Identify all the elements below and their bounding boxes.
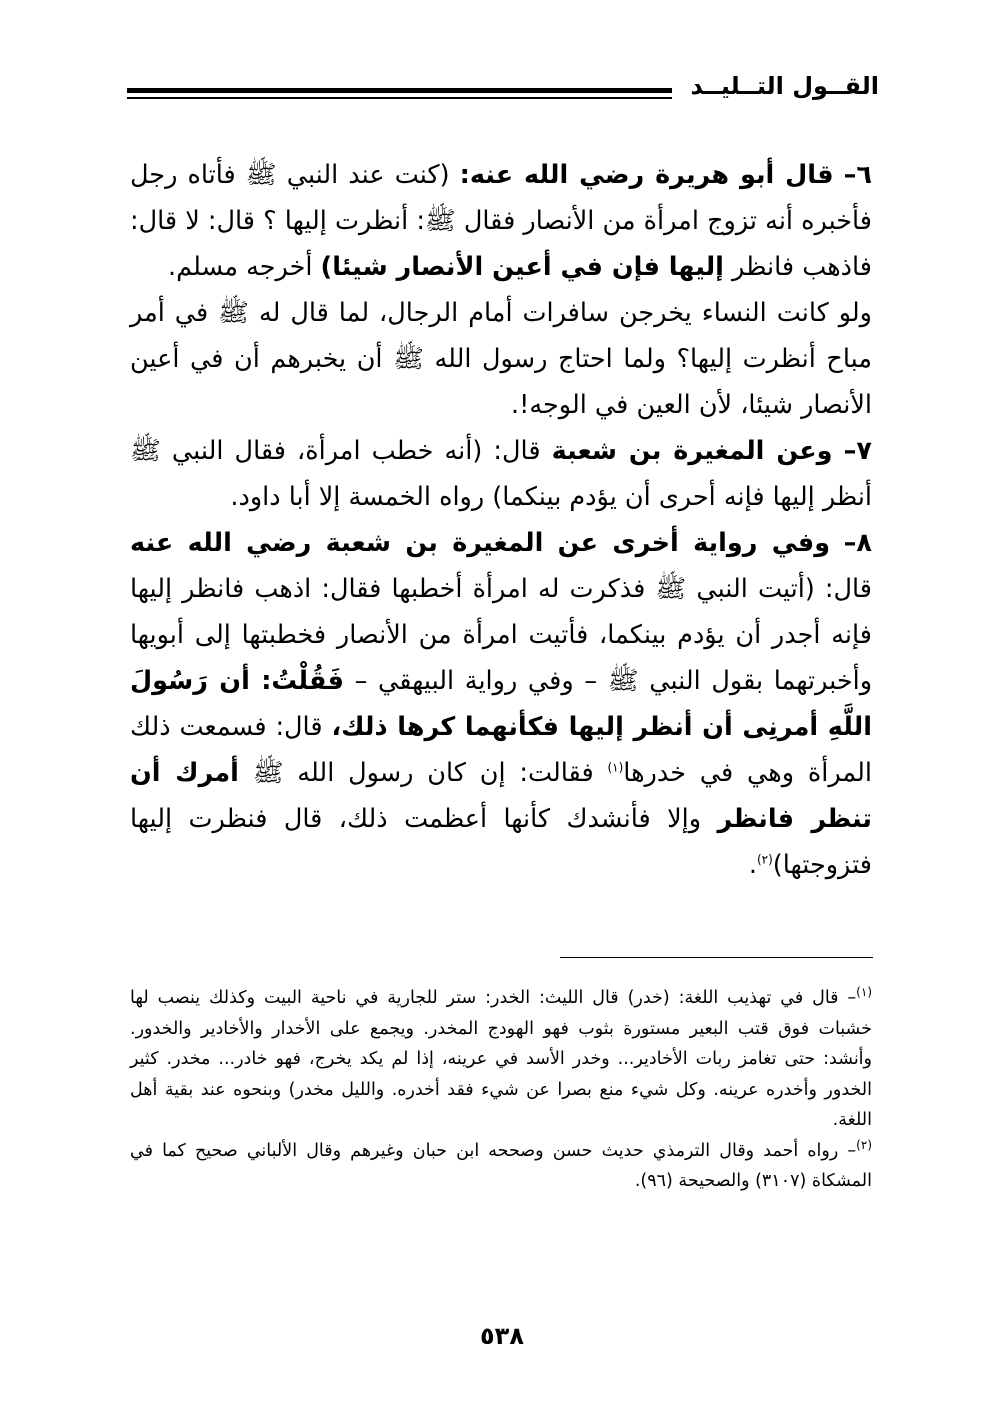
narrator-lead: وعن المغيرة بن شعبة (551, 436, 833, 466)
commentary-text: ولو كانت النساء يخرجن سافرات أمام الرجال، لما قال له ﷺ في أمر مباح أنظرت إليها؟ ولما احتاج رسول الله ﷺ أن يخبرهم أن في أعين الأنصار شيئا، لأن العين في الوجه!. (130, 298, 872, 420)
main-text (130, 152, 872, 888)
hadith-bold-quote: أمرك أن تنظر فانظر (130, 758, 873, 834)
item-number: ٨– (843, 528, 872, 558)
item-number: ٦– (843, 160, 872, 190)
footnote-marker: (١) (856, 985, 872, 1000)
hadith-bold-quote: إليها فإن في أعين الأنصار شيئا) (320, 252, 724, 282)
footnotes (130, 983, 872, 1197)
narrator-lead: وفي رواية أخرى عن المغيرة بن شعبة رضي الله عنه (130, 528, 831, 558)
hadith-text-continued: فقالت: إن كان رسول الله ﷺ (252, 758, 594, 788)
item-number: ٧– (843, 436, 872, 466)
hadith-bold-quote: فَقُلْتُ: أن رَسُولَ اللَّهِ أمرنِى أن أنظر إليها فكأنهما كرها ذلك، (130, 666, 872, 742)
footnote-2 (130, 1136, 872, 1197)
footnote-text: – قال في تهذيب اللغة: (خدر) قال الليث: الخدر: ستر للجارية في ناحية البيت وكذلك ينصب لها خشبات فوق قتب البعير مستورة بثوب فهو الهودج المخدر. ويجمع على الأخدار والأخادير والخدور. وأنشد: حتى تغامز ربات الأخادير... وخدر الأسد في عرينه، إذا لم يكد يخرج، فهو خادر... مخدر. كثير الخدور وأخدره عرينه. وكل شيء منع بصرا عن شيء فقد أخدره. والليل مخدر) وبنحوه عند بقية أهل اللغة. (130, 988, 872, 1130)
header-rule-thin (127, 97, 672, 99)
hadith-text: (كنت عند النبي ﷺ فأتاه رجل فأخبره أنه تزوج امرأة من الأنصار فقال ﷺ: أنظرت إليها ؟ قال: لا قال: فاذهب فانظر (130, 160, 872, 282)
footnote-text: – رواه أحمد وقال الترمذي حديث حسن وصححه ابن حبان وغيرهم وقال الألباني صحيح كما في المشكاة (٣١٠٧) والصحيحة (٩٦). (130, 1140, 872, 1191)
footnote-1 (130, 983, 872, 1136)
paragraph-6 (130, 152, 872, 290)
paragraph-7 (130, 428, 872, 520)
hadith-source: أخرجه مسلم. (168, 252, 313, 282)
narrator-lead: قال أبو هريرة رضي الله عنه: (459, 160, 834, 190)
footnote-marker: (٢) (856, 1137, 872, 1152)
header-title: القــول التــليــد (690, 72, 879, 100)
running-header (127, 72, 879, 112)
paragraph-8 (130, 520, 872, 888)
page-number: ٥٣٨ (480, 1322, 524, 1350)
footnote-ref-2[interactable]: (٢) (756, 852, 773, 867)
footnote-ref-1[interactable]: (١) (607, 760, 624, 775)
commentary-paragraph (130, 290, 872, 428)
footnote-divider (560, 957, 873, 958)
header-rule-thick (127, 88, 672, 93)
hadith-text-continued: وإلا فأنشدك كأنها أعظمت ذلك، قال فنظرت إليها فتزوجتها) (130, 804, 872, 880)
hadith-text: قال: (أنه خطب امرأة، فقال النبي ﷺ أنظر إليها فإنه أحرى أن يؤدم بينكما) رواه الخمسة إلا أبا داود. (130, 436, 872, 512)
closing-period: . (748, 850, 757, 880)
hadith-text-continued: قال: فسمعت ذلك المرأة وهي في خدرها (130, 712, 872, 788)
hadith-text: قال: (أتيت النبي ﷺ فذكرت له امرأة أخطبها فقال: اذهب فانظر إليها فإنه أجدر أن يؤدم بينكما، فأتيت امرأة من الأنصار فخطبتها إلى أبويها وأخبرتهما بقول النبي ﷺ – وفي رواية البيهقي – (130, 574, 873, 696)
